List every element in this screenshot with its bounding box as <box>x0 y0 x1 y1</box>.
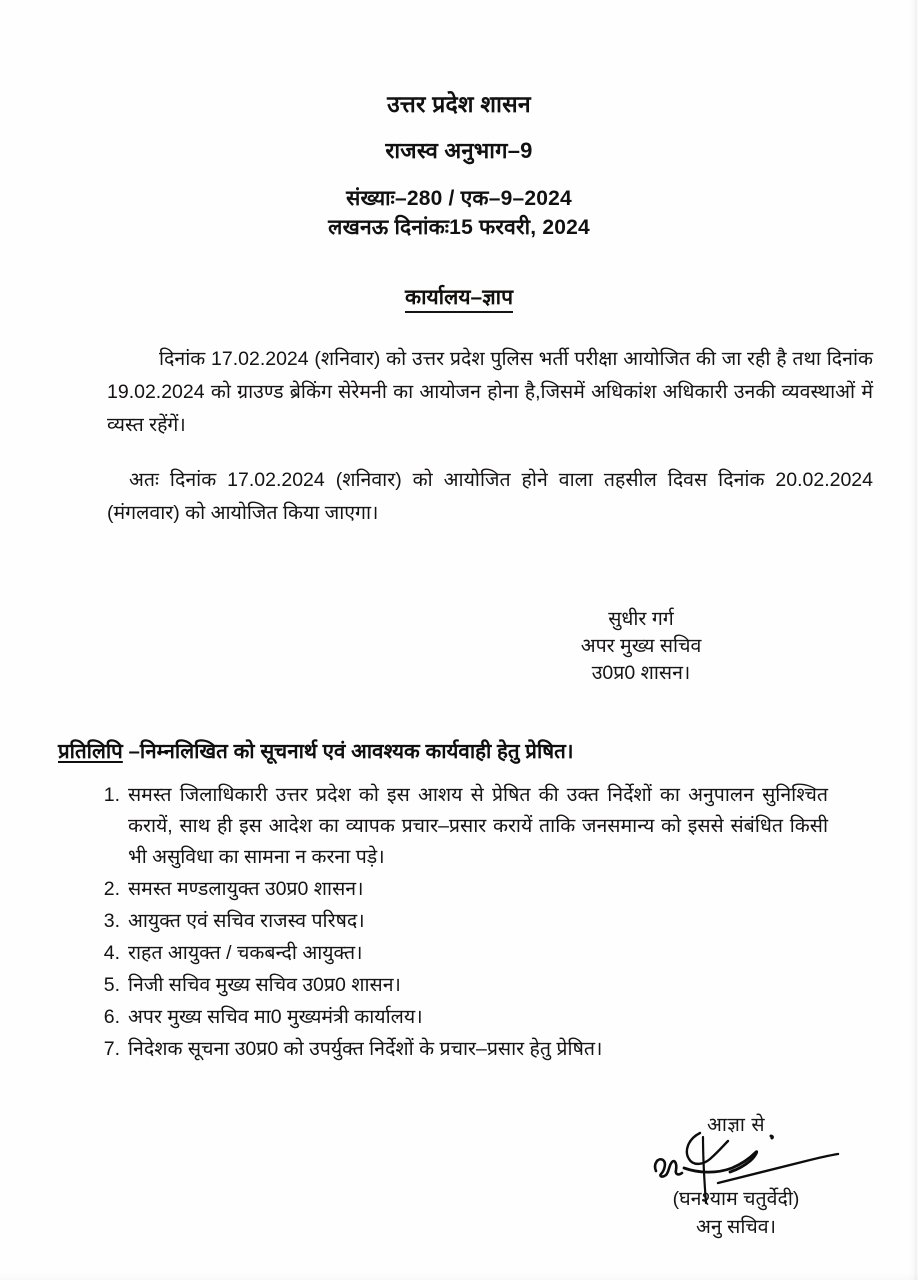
secretary-designation: अनु सचिव। <box>696 1215 776 1238</box>
header-place-and-date: लखनऊ दिनांकः15 फरवरी, 2024 <box>328 216 590 240</box>
list-item: आयुक्त एवं सचिव राजस्व परिषद। <box>128 909 365 932</box>
distribution-list <box>0 780 828 1065</box>
distribution-heading-text: –निम्नलिखित को सूचनार्थ एवं आवश्यक कार्यवाही हेतु प्रेषित। <box>122 740 574 764</box>
secretary-name: (घनश्याम चतुर्वेदी) <box>672 1187 800 1210</box>
document-body <box>45 343 873 530</box>
list-item: समस्त मण्डलायुक्त उ0प्र0 शासन। <box>128 877 364 900</box>
list-item: अपर मुख्य सचिव मा0 मुख्यमंत्री कार्यालय। <box>128 1005 423 1028</box>
body-paragraph-1: दिनांक 17.02.2024 (शनिवार) को उत्तर प्रदेश पुलिस भर्ती परीक्षा आयोजित की जा रही है तथा दिनांक 19.02.2024 को ग्राउण्ड ब्रेकिंग सेरेमनी का आयोजन होना है,जिसमें अधिकांश अधिकारी उनकी व्यवस्थाओं में व्यस्त रहेंगें। <box>107 348 873 437</box>
list-item: निदेशक सूचना उ0प्र0 को उपर्युक्त निर्देशों के प्रचार–प्रसार हेतु प्रेषित। <box>128 1037 603 1060</box>
list-item: समस्त जिलाधिकारी उत्तर प्रदेश को इस आशय से प्रेषित की उक्त निर्देशों का अनुपालन सुनिश्चित करायें, साथ ही इस आदेश का व्यापक प्रचार–प्रसार करायें ताकि जनसमान्य को इससे संबंधित किसी भी असुविधा का सामना न करना पड़े। <box>128 783 828 868</box>
scan-edge-bottom <box>0 1272 918 1280</box>
distribution-heading <box>0 739 918 766</box>
order-by-label: आज्ञा से <box>706 1113 766 1136</box>
document-title: कार्यालय–ज्ञाप <box>405 285 513 313</box>
header-department: उत्तर प्रदेश शासन <box>387 91 531 117</box>
signatory-name: सुधीर गर्ग <box>608 608 674 631</box>
signatory-designation: अपर मुख्य सचिव <box>580 635 702 658</box>
header-memo-number: संख्याः–280 / एक–9–2024 <box>346 187 572 211</box>
signatory-authority: उ0प्र0 शासन। <box>591 662 691 685</box>
document-title-row <box>0 285 918 313</box>
body-paragraph-2: अतः दिनांक 17.02.2024 (शनिवार) को आयोजित होने वाला तहसील दिवस दिनांक 20.02.2024 (मंगलवार) को आयोजित किया जाएगा। <box>107 469 873 525</box>
distribution-heading-label: प्रतिलिपि <box>58 740 123 764</box>
document-header <box>0 92 918 241</box>
signature-space <box>596 1139 876 1185</box>
list-item: निजी सचिव मुख्य सचिव उ0प्र0 शासन। <box>128 973 401 996</box>
signature-block-bottom <box>0 1111 918 1261</box>
signature-block-top <box>0 606 918 687</box>
list-item: राहत आयुक्त / चकबन्दी आयुक्त। <box>128 941 363 964</box>
header-section: राजस्व अनुभाग–9 <box>385 138 533 164</box>
